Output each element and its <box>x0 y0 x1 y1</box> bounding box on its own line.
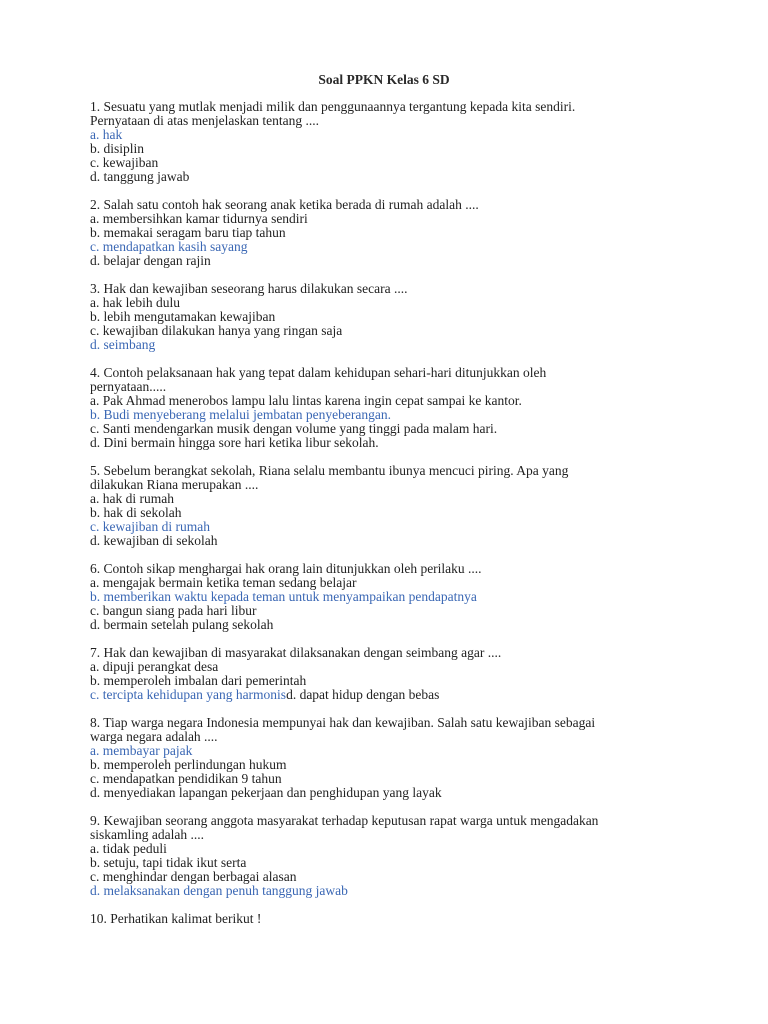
answer-option <box>90 758 690 772</box>
option-text: b. hak di sekolah <box>90 505 182 520</box>
option-text: c. Santi mendengarkan musik dengan volume yang tinggi pada malam hari. <box>90 421 498 436</box>
answer-option-highlighted <box>90 744 690 758</box>
question-8 <box>90 716 690 800</box>
answer-option-highlighted <box>90 520 690 534</box>
option-text: a. hak <box>90 127 123 142</box>
answer-option <box>90 674 690 688</box>
option-text: a. tidak peduli <box>90 841 167 856</box>
option-text: d. bermain setelah pulang sekolah <box>90 617 274 632</box>
answer-option <box>90 576 690 590</box>
question-stem: warga negara adalah .... <box>90 729 218 744</box>
option-text: c. menghindar dengan berbagai alasan <box>90 869 297 884</box>
option-text: a. mengajak bermain ketika teman sedang belajar <box>90 575 357 590</box>
answer-option <box>90 506 690 520</box>
question-stem: 7. Hak dan kewajiban di masyarakat dilaksanakan dengan seimbang agar .... <box>90 645 502 660</box>
question-list <box>90 100 690 940</box>
option-text: c. tercipta kehidupan yang harmonis <box>90 687 287 702</box>
answer-option <box>90 436 690 450</box>
question-stem: 4. Contoh pelaksanaan hak yang tepat dalam kehidupan sehari-hari ditunjukkan oleh <box>90 365 547 380</box>
option-text: a. dipuji perangkat desa <box>90 659 219 674</box>
option-text: d. melaksanakan dengan penuh tanggung jawab <box>90 883 348 898</box>
option-text: a. hak di rumah <box>90 491 174 506</box>
option-text: b. memakai seragam baru tiap tahun <box>90 225 286 240</box>
answer-option-highlighted <box>90 338 690 352</box>
question-3 <box>90 282 690 352</box>
option-text: a. membayar pajak <box>90 743 193 758</box>
option-text: b. memberikan waktu kepada teman untuk menyampaikan pendapatnya <box>90 589 477 604</box>
option-text: d. menyediakan lapangan pekerjaan dan penghidupan yang layak <box>90 785 442 800</box>
answer-option <box>90 604 690 618</box>
answer-option <box>90 394 690 408</box>
option-text: d. seimbang <box>90 337 156 352</box>
option-text: a. hak lebih dulu <box>90 295 180 310</box>
option-text: b. setuju, tapi tidak ikut serta <box>90 855 247 870</box>
answer-option <box>90 212 690 226</box>
question-9 <box>90 814 690 898</box>
answer-option <box>90 156 690 170</box>
answer-option-highlighted <box>90 128 690 142</box>
question-7 <box>90 646 690 702</box>
option-text: c. kewajiban dilakukan hanya yang ringan saja <box>90 323 343 338</box>
question-stem: siskamling adalah .... <box>90 827 204 842</box>
answer-option <box>90 842 690 856</box>
answer-option-highlighted <box>90 688 690 702</box>
answer-option <box>90 254 690 268</box>
answer-option <box>90 296 690 310</box>
option-text: b. disiplin <box>90 141 145 156</box>
question-stem: 5. Sebelum berangkat sekolah, Riana selalu membantu ibunya mencuci piring. Apa yang <box>90 463 569 478</box>
answer-option-highlighted <box>90 884 690 898</box>
question-stem: Pernyataan di atas menjelaskan tentang .... <box>90 113 320 128</box>
answer-option <box>90 310 690 324</box>
question-stem: 9. Kewajiban seorang anggota masyarakat terhadap keputusan rapat warga untuk mengadakan <box>90 813 599 828</box>
question-stem: pernyataan..... <box>90 379 167 394</box>
option-text: d. Dini bermain hingga sore hari ketika libur sekolah. <box>90 435 379 450</box>
question-5 <box>90 464 690 548</box>
option-text: b. Budi menyeberang melalui jembatan penyeberangan. <box>90 407 392 422</box>
option-text: c. kewajiban <box>90 155 159 170</box>
answer-option <box>90 226 690 240</box>
answer-option <box>90 786 690 800</box>
question-stem: 6. Contoh sikap menghargai hak orang lain ditunjukkan oleh perilaku .... <box>90 561 482 576</box>
question-stem: dilakukan Riana merupakan .... <box>90 477 259 492</box>
answer-option-highlighted <box>90 240 690 254</box>
option-text: c. bangun siang pada hari libur <box>90 603 257 618</box>
answer-option <box>90 422 690 436</box>
answer-option <box>90 618 690 632</box>
question-stem: 3. Hak dan kewajiban seseorang harus dilakukan secara .... <box>90 281 408 296</box>
answer-option <box>90 870 690 884</box>
answer-option <box>90 324 690 338</box>
answer-option <box>90 534 690 548</box>
answer-option <box>90 772 690 786</box>
question-2 <box>90 198 690 268</box>
option-text: d. belajar dengan rajin <box>90 253 211 268</box>
option-text: a. Pak Ahmad menerobos lampu lalu lintas karena ingin cepat sampai ke kantor. <box>90 393 522 408</box>
question-1 <box>90 100 690 184</box>
page-title: Soal PPKN Kelas 6 SD <box>318 72 450 87</box>
answer-option <box>90 492 690 506</box>
question-4 <box>90 366 690 450</box>
option-text: c. kewajiban di rumah <box>90 519 210 534</box>
option-text: b. memperoleh perlindungan hukum <box>90 757 287 772</box>
answer-option <box>90 142 690 156</box>
answer-option <box>90 170 690 184</box>
option-text: c. mendapatkan pendidikan 9 tahun <box>90 771 282 786</box>
option-text: d. kewajiban di sekolah <box>90 533 218 548</box>
option-text: d. tanggung jawab <box>90 169 190 184</box>
answer-option <box>90 660 690 674</box>
question-stem: 2. Salah satu contoh hak seorang anak ketika berada di rumah adalah .... <box>90 197 479 212</box>
option-text: b. memperoleh imbalan dari pemerintah <box>90 673 307 688</box>
option-text: c. mendapatkan kasih sayang <box>90 239 248 254</box>
question-6 <box>90 562 690 632</box>
option-text: d. dapat hidup dengan bebas <box>286 687 440 702</box>
question-stem: 10. Perhatikan kalimat berikut ! <box>90 911 262 926</box>
option-text: a. membersihkan kamar tidurnya sendiri <box>90 211 308 226</box>
question-stem: 1. Sesuatu yang mutlak menjadi milik dan penggunaannya tergantung kepada kita sendiri. <box>90 99 576 114</box>
question-10 <box>90 912 690 926</box>
question-stem: 8. Tiap warga negara Indonesia mempunyai hak dan kewajiban. Salah satu kewajiban sebagai <box>90 715 596 730</box>
answer-option-highlighted <box>90 590 690 604</box>
answer-option-highlighted <box>90 408 690 422</box>
answer-option <box>90 856 690 870</box>
option-text: b. lebih mengutamakan kewajiban <box>90 309 276 324</box>
